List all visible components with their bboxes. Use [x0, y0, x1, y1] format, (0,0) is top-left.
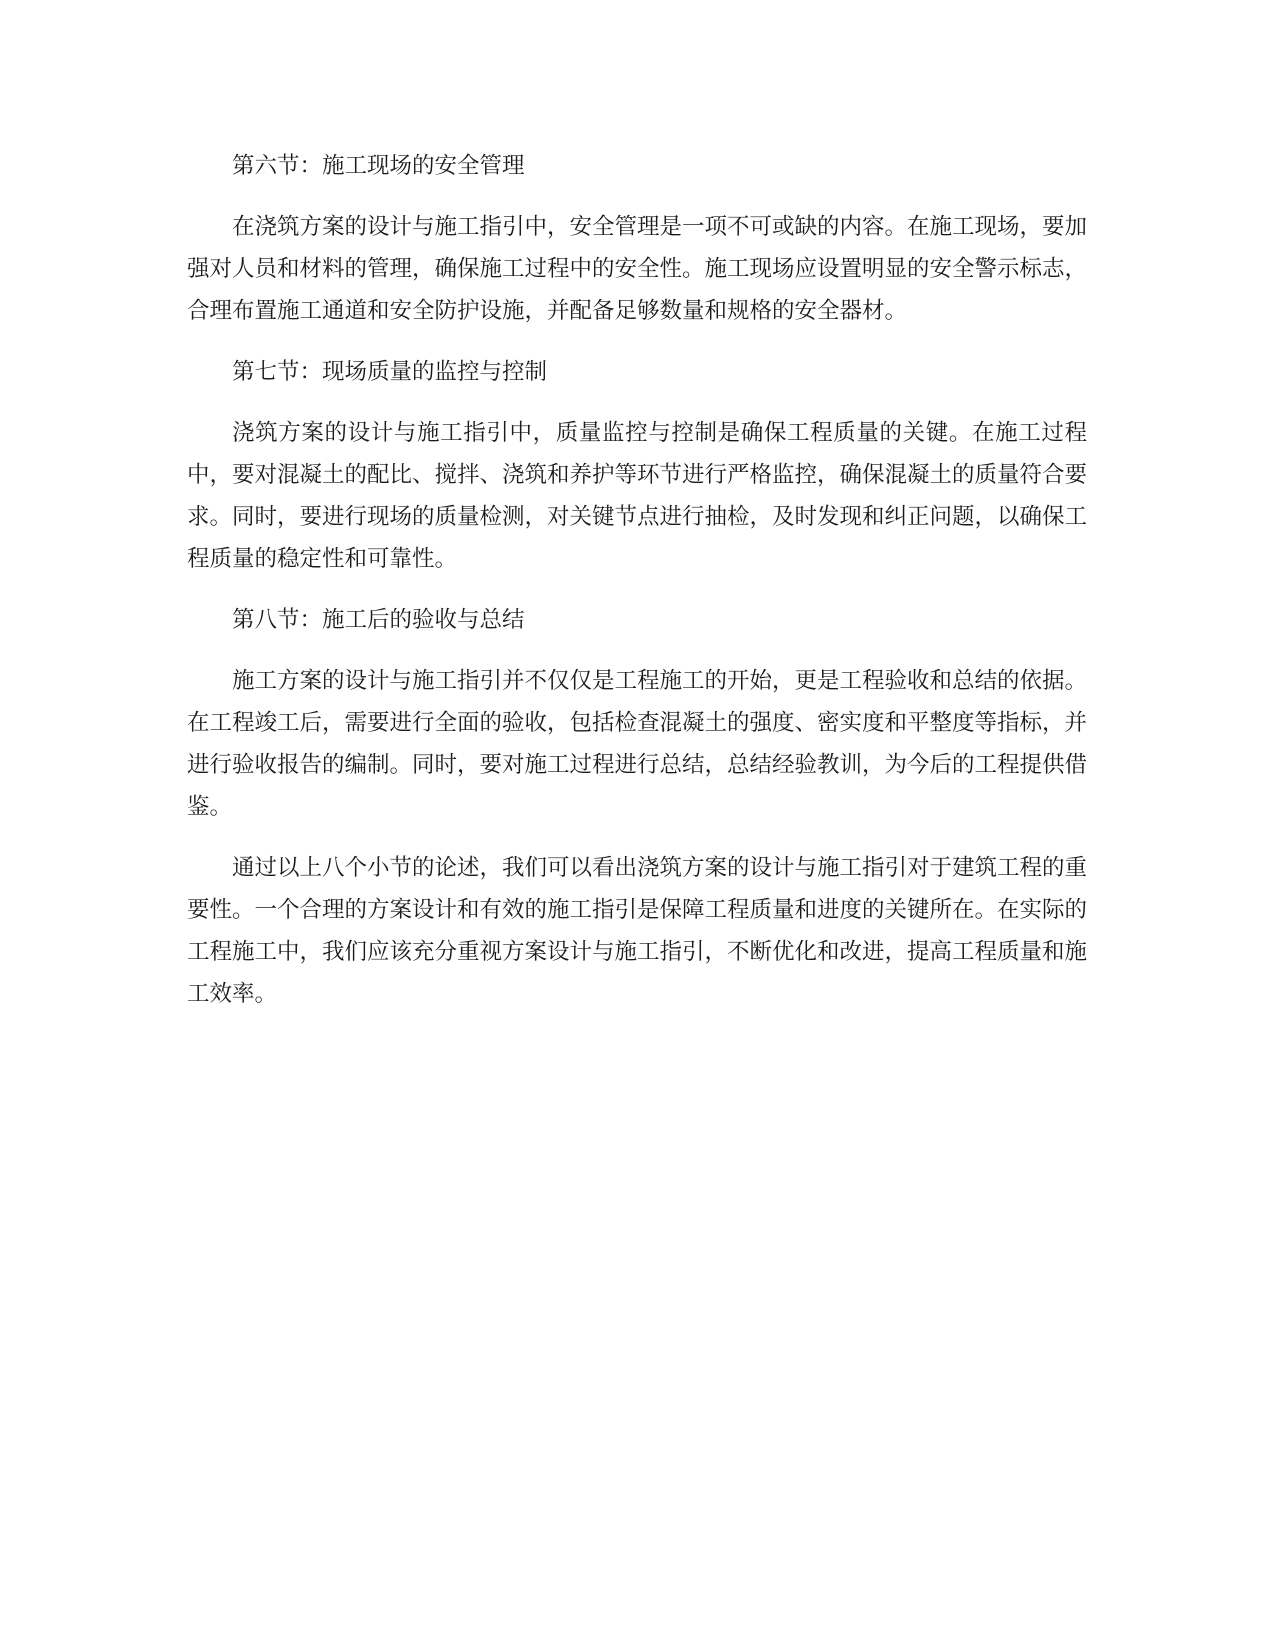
section-8-heading: 第八节：施工后的验收与总结 — [232, 607, 525, 633]
section-8-body: 施工方案的设计与施工指引并不仅仅是工程施工的开始，更是工程验收和总结的依据。在工程竣工后，需要进行全面的验收，包括检查混凝土的强度、密实度和平整度等指标，并进行验收报告的编制。同时，要对施工过程进行总结，总结经验教训，为今后的工程提供借鉴。 — [187, 668, 1088, 820]
section-7-heading: 第七节：现场质量的监控与控制 — [232, 359, 548, 385]
section-7-body: 浇筑方案的设计与施工指引中，质量监控与控制是确保工程质量的关键。在施工过程中，要对混凝土的配比、搅拌、浇筑和养护等环节进行严格监控，确保混凝土的质量符合要求。同时，要进行现场的质量检测，对关键节点进行抽检，及时发现和纠正问题，以确保工程质量的稳定性和可靠性。 — [187, 420, 1088, 572]
conclusion-paragraph: 通过以上八个小节的论述，我们可以看出浇筑方案的设计与施工指引对于建筑工程的重要性。一个合理的方案设计和有效的施工指引是保障工程质量和进度的关键所在。在实际的工程施工中，我们应该充分重视方案设计与施工指引，不断优化和改进，提高工程质量和施工效率。 — [187, 855, 1088, 1007]
section-6-heading: 第六节：施工现场的安全管理 — [232, 153, 525, 179]
section-6-body: 在浇筑方案的设计与施工指引中，安全管理是一项不可或缺的内容。在施工现场，要加强对人员和材料的管理，确保施工过程中的安全性。施工现场应设置明显的安全警示标志，合理布置施工通道和安全防护设施，并配备足够数量和规格的安全器材。 — [187, 214, 1088, 324]
document-page — [187, 145, 1087, 1015]
